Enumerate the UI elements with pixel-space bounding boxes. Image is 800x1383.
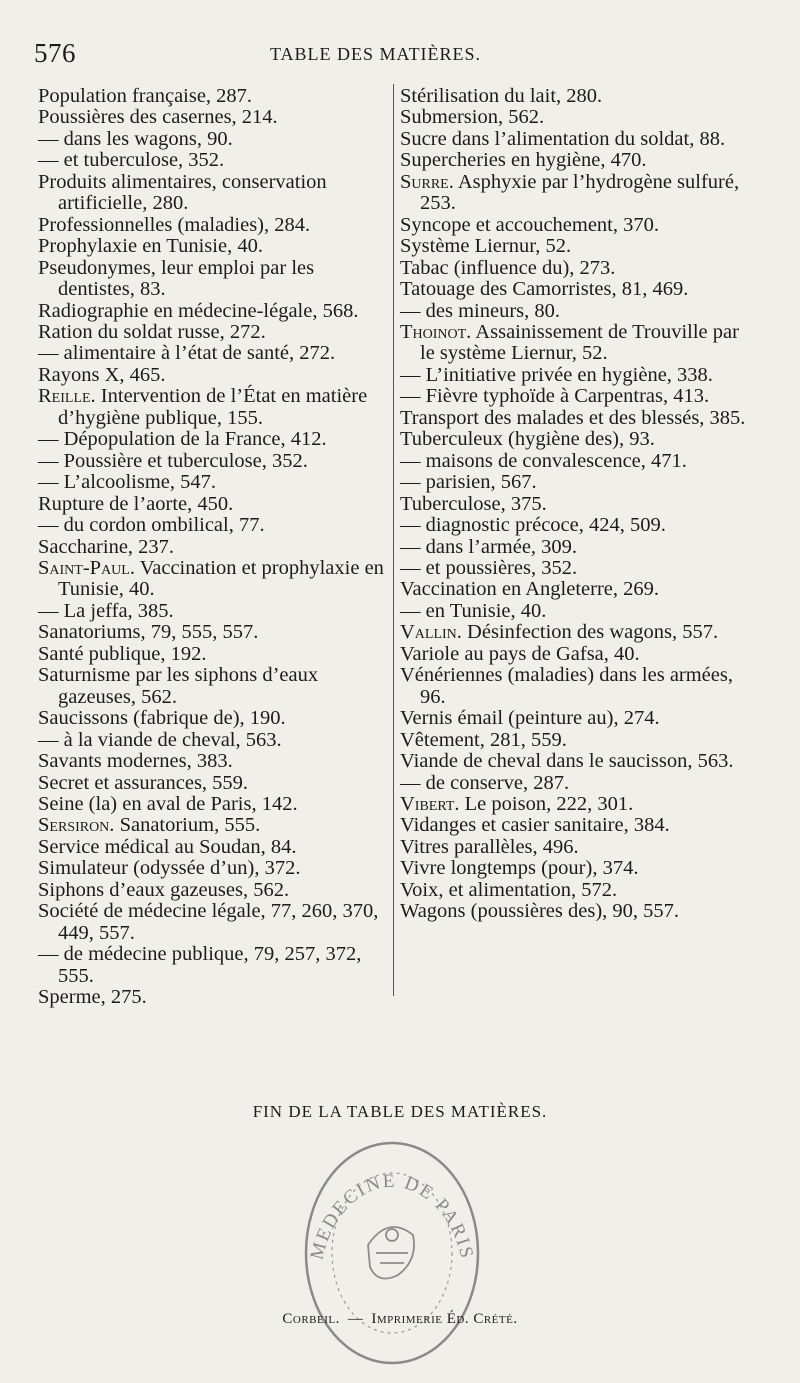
index-entry <box>400 880 750 901</box>
index-entry <box>400 515 750 536</box>
entry-text: Vénériennes (maladies) dans les armées, 96. <box>400 664 733 708</box>
entry-text: Société de médecine légale, 77, 260, 370, 449, 557. <box>38 900 379 944</box>
entry-text: Prophylaxie en Tunisie, 40. <box>38 235 263 258</box>
entry-text: Secret et assurances, 559. <box>38 771 249 794</box>
author-name: Thoinot. <box>400 320 472 343</box>
index-entry <box>38 258 388 301</box>
library-stamp <box>298 1135 486 1375</box>
entry-text: Produits alimentaires, conservation artificielle, 280. <box>38 170 327 215</box>
index-entry <box>38 773 388 794</box>
entry-text: — L’alcoolisme, 547. <box>38 471 217 494</box>
index-entry <box>400 472 750 493</box>
entry-text: — alimentaire à l’état de santé, 272. <box>38 342 336 365</box>
author-name: Reille. <box>38 385 96 408</box>
entry-text: Saucissons (fabrique de), 190. <box>38 707 286 730</box>
entry-text: Vernis émail (peinture au), 274. <box>400 707 660 730</box>
entry-text: Intervention de l’État en matière d’hygiène publique, 155. <box>58 385 368 429</box>
index-column-right <box>400 86 750 923</box>
index-entry <box>400 129 750 150</box>
index-entry <box>400 858 750 879</box>
index-entry <box>38 472 388 493</box>
index-entry <box>400 537 750 558</box>
author-name: Sersiron. <box>38 814 115 837</box>
author-name: Vallin. <box>400 621 462 644</box>
entry-text: Variole au pays de Gafsa, 40. <box>400 642 640 665</box>
entry-text: — Dépopulation de la France, 412. <box>38 428 327 451</box>
entry-text: — en Tunisie, 40. <box>400 599 547 622</box>
author-name: Surre. <box>400 170 454 193</box>
index-entry <box>38 172 388 215</box>
entry-text: Vidanges et casier sanitaire, 384. <box>400 814 670 837</box>
index-column-left <box>38 86 388 1008</box>
entry-text: Tabac (influence du), 273. <box>400 256 616 279</box>
index-entry <box>400 365 750 386</box>
index-entry <box>38 837 388 858</box>
stamp-text: MEDECINE DE PARIS <box>306 1170 478 1262</box>
index-entry <box>400 236 750 257</box>
entry-text: Siphons d’eaux gazeuses, 562. <box>38 878 290 901</box>
column-divider <box>393 84 394 996</box>
index-entry <box>400 708 750 729</box>
index-entry <box>400 579 750 600</box>
running-title: TABLE DES MATIÈRES. <box>270 44 482 64</box>
entry-text: Service médical au Soudan, 84. <box>38 835 297 858</box>
entry-text: — parisien, 567. <box>400 471 537 494</box>
entry-text: Saturnisme par les siphons d’eaux gazeuses, 562. <box>38 664 319 708</box>
index-entry <box>38 365 388 386</box>
index-entry <box>38 601 388 622</box>
index-entry <box>38 451 388 472</box>
entry-text: Rayons X, 465. <box>38 363 166 386</box>
index-entry <box>38 343 388 364</box>
entry-text: Simulateur (odyssée d’un), 372. <box>38 857 301 880</box>
index-entry <box>400 601 750 622</box>
entry-text: Tuberculose, 375. <box>400 492 547 515</box>
index-entry <box>38 515 388 536</box>
stamp-emblem <box>368 1227 414 1279</box>
entry-text: Sanatoriums, 79, 555, 557. <box>38 621 259 644</box>
index-entry <box>400 322 750 365</box>
entry-text: Syncope et accouchement, 370. <box>400 213 660 236</box>
index-entry <box>38 150 388 171</box>
imprint-city: Corbeil. <box>282 1311 340 1327</box>
index-entry <box>400 815 750 836</box>
index-entry <box>38 708 388 729</box>
imprint-line <box>0 1311 800 1328</box>
index-entry <box>400 751 750 772</box>
entry-text: Tatouage des Camorristes, 81, 469. <box>400 278 689 301</box>
entry-text: — dans les wagons, 90. <box>38 127 233 150</box>
index-entry <box>400 773 750 794</box>
index-entry <box>38 794 388 815</box>
index-entry <box>38 301 388 322</box>
index-entry <box>38 944 388 987</box>
index-entry <box>400 730 750 751</box>
entry-text: Population française, 287. <box>38 85 253 107</box>
index-entry <box>38 858 388 879</box>
index-entry <box>400 408 750 429</box>
entry-text: Assainissement de Trouville par le système Liernur, 52. <box>420 320 739 365</box>
index-entry <box>38 537 388 558</box>
index-entry <box>400 258 750 279</box>
index-entry <box>400 86 750 107</box>
imprint-separator: — <box>347 1311 364 1327</box>
entry-text: Savants modernes, 383. <box>38 750 233 773</box>
entry-text: Transport des malades et des blessés, 385. <box>400 406 746 429</box>
entry-text: Saccharine, 237. <box>38 535 175 558</box>
index-entry <box>38 322 388 343</box>
index-entry <box>38 751 388 772</box>
index-entry <box>400 172 750 215</box>
entry-text: — de médecine publique, 79, 257, 372, 555. <box>38 943 362 987</box>
entry-text: — La jeffa, 385. <box>38 599 174 622</box>
entry-text: Poussières des casernes, 214. <box>38 106 278 129</box>
index-entry <box>400 901 750 922</box>
author-name: Vibert. <box>400 792 460 815</box>
entry-text: — à la viande de cheval, 563. <box>38 728 282 751</box>
entry-text: Désinfection des wagons, 557. <box>461 621 719 644</box>
entry-text: Système Liernur, 52. <box>400 235 572 258</box>
entry-text: Vaccination et prophylaxie en Tunisie, 40. <box>58 556 384 601</box>
index-entry <box>400 558 750 579</box>
entry-text: Pseudonymes, leur emploi par les dentistes, 83. <box>38 256 315 301</box>
entry-text: Radiographie en médecine-légale, 568. <box>38 299 359 322</box>
index-entry <box>400 301 750 322</box>
index-entry <box>400 794 750 815</box>
imprint-printer: Imprimerie Éd. Crété. <box>371 1311 518 1327</box>
entry-text: Viande de cheval dans le saucisson, 563. <box>400 750 734 773</box>
entry-text: Wagons (poussières des), 90, 557. <box>400 900 680 923</box>
entry-text: Vivre longtemps (pour), 374. <box>400 857 639 880</box>
index-entry <box>38 665 388 708</box>
index-entry <box>38 429 388 450</box>
entry-text: Santé publique, 192. <box>38 642 207 665</box>
page-number: 576 <box>34 38 76 68</box>
index-entry <box>400 107 750 128</box>
index-entry <box>38 494 388 515</box>
index-entry <box>38 236 388 257</box>
entry-text: Asphyxie par l’hydrogène sulfuré, 253. <box>420 170 740 215</box>
entry-text: — Fièvre typhoïde à Carpentras, 413. <box>400 385 710 408</box>
index-entry <box>400 215 750 236</box>
index-entry <box>38 987 388 1008</box>
index-entry <box>38 901 388 944</box>
index-entry <box>400 150 750 171</box>
entry-text: Vitres parallèles, 496. <box>400 835 579 858</box>
index-entry <box>400 429 750 450</box>
entry-text: Vaccination en Angleterre, 269. <box>400 578 660 601</box>
entry-text: Stérilisation du lait, 280. <box>400 85 603 107</box>
index-entry <box>400 665 750 708</box>
entry-text: — L’initiative privée en hygiène, 338. <box>400 363 713 386</box>
entry-text: — dans l’armée, 309. <box>400 535 578 558</box>
index-entry <box>38 815 388 836</box>
entry-text: — des mineurs, 80. <box>400 299 560 322</box>
index-entry <box>400 622 750 643</box>
index-entry <box>38 107 388 128</box>
entry-text: Sanatorium, 555. <box>114 814 261 837</box>
index-entry <box>400 837 750 858</box>
index-entry <box>38 215 388 236</box>
index-entry <box>38 880 388 901</box>
index-entry <box>38 558 388 601</box>
entry-text: Submersion, 562. <box>400 106 545 129</box>
entry-text: Ration du soldat russe, 272. <box>38 320 266 343</box>
entry-text: Sucre dans l’alimentation du soldat, 88. <box>400 127 726 150</box>
entry-text: Rupture de l’aorte, 450. <box>38 492 234 515</box>
index-entry <box>400 644 750 665</box>
entry-text: Supercheries en hygiène, 470. <box>400 149 647 172</box>
index-entry <box>400 494 750 515</box>
entry-text: Voix, et alimentation, 572. <box>400 878 618 901</box>
entry-text: Professionnelles (maladies), 284. <box>38 213 311 236</box>
entry-text: — et tuberculose, 352. <box>38 149 225 172</box>
index-entry <box>38 622 388 643</box>
end-of-table-title: FIN DE LA TABLE DES MATIÈRES. <box>252 1102 548 1121</box>
index-entry <box>38 730 388 751</box>
entry-text: — et poussières, 352. <box>400 556 578 579</box>
entry-text: Vêtement, 281, 559. <box>400 728 567 751</box>
index-entry <box>400 386 750 407</box>
author-name: Saint-Paul. <box>38 556 135 579</box>
index-entry <box>400 451 750 472</box>
index-entry <box>38 644 388 665</box>
entry-text: — maisons de convalescence, 471. <box>400 449 687 472</box>
entry-text: Sperme, 275. <box>38 986 147 1009</box>
index-entry <box>400 279 750 300</box>
entry-text: — diagnostic précoce, 424, 509. <box>400 514 666 537</box>
index-entry <box>38 386 388 429</box>
entry-text: Seine (la) en aval de Paris, 142. <box>38 792 298 815</box>
index-entry <box>38 129 388 150</box>
entry-text: — Poussière et tuberculose, 352. <box>38 449 308 472</box>
entry-text: — du cordon ombilical, 77. <box>38 514 265 537</box>
entry-text: — de conserve, 287. <box>400 771 570 794</box>
entry-text: Tuberculeux (hygiène des), 93. <box>400 428 655 451</box>
index-entry <box>38 86 388 107</box>
entry-text: Le poison, 222, 301. <box>459 792 634 815</box>
